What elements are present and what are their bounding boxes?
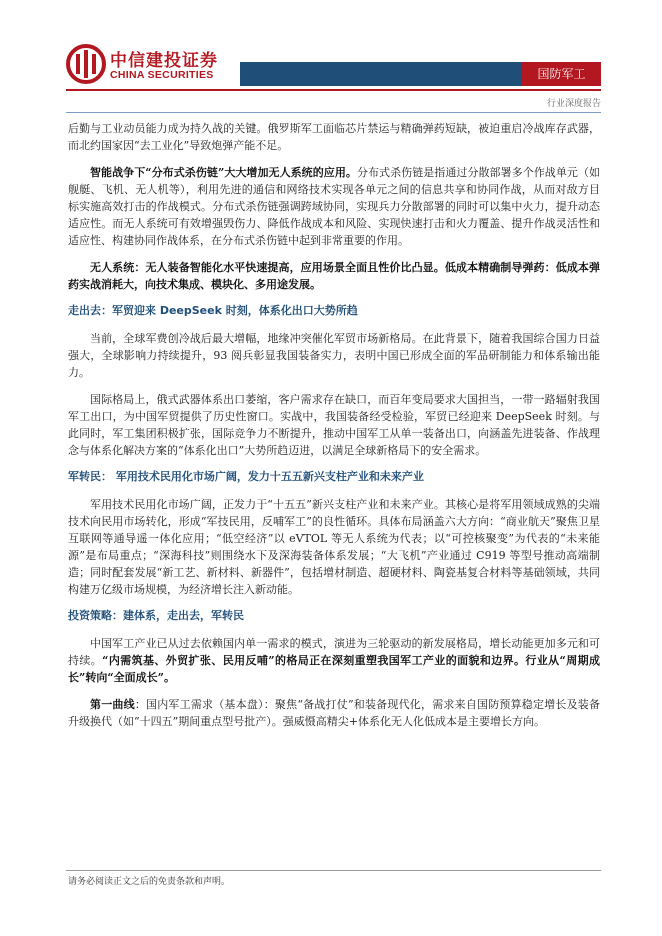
category-tab: 国防军工 [522,62,601,86]
footer-disclaimer: 请务必阅读正文之后的免责条款和声明。 [68,877,231,887]
report-type: 行业深度报告 [546,99,601,109]
paragraph-text: 中国军工产业已从过去依赖国内单一需求的模式，演进为三轮驱动的新发展格局，增长动能更加多元和可持续。 [68,637,600,667]
paragraph-text: 分布式杀伤链是指通过分散部署多个作战单元（如舰艇、飞机、无人机等），利用先进的通信和网络技术实现各单元之间的信息共享和协同作战，从而对敌方目标实施高效打击的作战模式。分布式杀伤链强调跨域协同，实现兵力分散部署的同时可以集中火力，提升动态适应性。而无人系统可有效增强毁伤力、降低作战成本和风险、实现快速打击和火力覆盖、提升作战灵活性和适应性、构建协同作战体系，在分布式杀伤链中起到非常重要的作用。 [68,166,601,247]
logo-english-name: CHINA SECURITIES [110,69,214,81]
paragraph: 军用技术民用化市场广阔，正发力于“十五五”新兴支柱产业和未来产业。其核心是将军用领域成熟的尖端技术向民用市场转化，形成“军技民用，反哺军工”的良性循环。具体布局涵盖六大方向：“商业航天”聚焦卫星互联网等通导遥一体化应用；“低空经济”以 eVTOL 等无人系统为代表；以“可控核聚变”为代表的“未来能源”是布局重点；“深海科技”则围绕水下及深海装备体系发展；“大飞机”产业通过 C919 等型号推动高端制造；同时配套发展“新工艺、新材料、新器件”，包括增材制造、超硬材料、陶瓷基复合材料等基础领域，共同构建万亿级市场规模，为经济增长注入新动能。 [68,498,600,596]
paragraph [68,696,600,730]
header-divider [66,89,601,91]
bold-lead: 第一曲线 [90,698,135,711]
paragraph [68,259,600,293]
bold-lead: “内需筑基、外贸扩张、民用反哺”的格局正在深刻重塑我国军工产业的面貌和边界。行业从“周期成长”转向“全面成长”。 [68,654,601,684]
subheader-divider [66,112,601,113]
paragraph: 当前，全球军费创冷战后最大增幅，地缘冲突催化军贸市场新格局。在此背景下，随着我国综合国力日益强大，全球影响力持续提升，93 阅兵彰显我国装备实力，表明中国已形成全面的军品研制能力和体系输出能力。 [68,332,600,379]
bold-lead: 智能战争下“分布式杀伤链”大大增加无人系统的应用。 [90,166,357,179]
paragraph-text: ：国内军工需求（基本盘）：聚焦“备战打仗”和装备现代化，需求来自国防预算稳定增长及装备升级换代（如“十四五”期间重点型号批产）。强威慑高精尖+体系化无人化低成本是主要增长方向。 [68,698,601,728]
paragraph: 国际格局上，俄式武器体系出口萎缩，客户需求存在缺口，而百年变局要求大国担当，一带一路辐射我国军工出口，为中国军贸提供了历史性窗口。实战中，我国装备经受检验，军贸已经迎来 DeepSeek 时刻。与此同时，军工集团积极扩张，国际竞争力不断提升，推动中国军工从单一装备出口，向涵盖先进装备、作战理念与体系化解决方案的“体系化出口”大势所趋迈进，以满足全球新格局下的安全需求。 [68,393,600,457]
section-heading: 投资策略：建体系，走出去，军转民 [68,609,244,622]
paragraph: 后勤与工业动员能力成为持久战的关键。俄罗斯军工面临芯片禁运与精确弹药短缺，被迫重启冷战库存武器，而北约国家因“去工业化”导致炮弹产能不足。 [68,122,600,152]
section-heading: 走出去：军贸迎来 DeepSeek 时刻，体系化出口大势所趋 [68,304,358,317]
citic-logo-icon [66,44,106,84]
company-logo [66,42,216,92]
footer-divider [66,870,601,871]
report-body [68,120,600,740]
paragraph [68,635,600,686]
paragraph [68,164,600,249]
section-heading: 军转民： 军用技术民用化市场广阔，发力十五五新兴支柱产业和未来产业 [68,470,424,483]
bold-lead: 无人系统：无人装备智能化水平快速提高，应用场景全面且性价比凸显。低成本精确制导弹药：低成本弹药实战消耗大，向技术集成、模块化、多用途发展。 [68,261,600,291]
logo-chinese-name: 中信建投证券 [110,51,218,71]
